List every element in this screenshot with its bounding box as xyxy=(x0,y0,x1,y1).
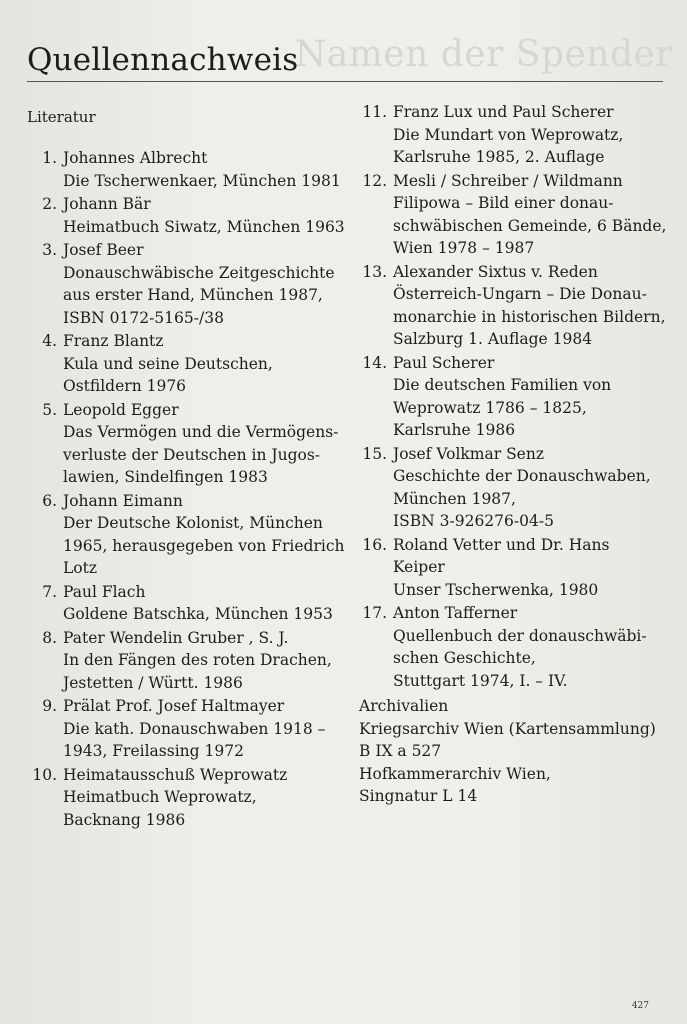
archive-heading: Archivalien xyxy=(359,697,449,715)
reference-entry xyxy=(357,170,669,260)
page-title: Quellennachweis xyxy=(27,42,299,78)
reference-author: Franz Blantz xyxy=(63,332,164,350)
archive-block xyxy=(357,695,669,808)
reference-number: 6. xyxy=(42,491,57,510)
reference-author: Franz Lux und Paul Scherer xyxy=(393,103,614,121)
right-references-list xyxy=(357,101,669,692)
archive-line: Singnatur L 14 xyxy=(359,787,478,805)
reference-text-line: Heimatbuch Weprowatz, xyxy=(63,788,257,806)
reference-number: 4. xyxy=(42,332,57,350)
archive-line: Kriegsarchiv Wien (Kartensammlung) xyxy=(359,719,656,738)
reference-author: Heimatausschuß Weprowatz xyxy=(63,765,288,784)
right-column-references xyxy=(357,101,669,808)
reference-text-line: Donauschwäbische Zeitgeschichte xyxy=(63,263,335,282)
reference-text-line: Geschichte der Donauschwaben, xyxy=(393,467,651,485)
reference-text-line: Die Mundart von Weprowatz, xyxy=(393,125,624,144)
reference-text-line: Das Vermögen und die Vermögens- xyxy=(63,423,339,441)
reference-text-line: Unser Tscherwenka, 1980 xyxy=(393,580,599,599)
reference-text-line: schwäbischen Gemeinde, 6 Bände, xyxy=(393,216,667,235)
reference-text-line: Salzburg 1. Auflage 1984 xyxy=(393,330,593,348)
section-label-literatur: Literatur xyxy=(27,108,96,126)
reference-number: 1. xyxy=(42,149,57,167)
reference-text-line: Österreich-Ungarn – Die Donau- xyxy=(393,285,647,303)
reference-author: Josef Beer xyxy=(63,241,144,259)
reference-entry xyxy=(27,239,335,329)
title-divider xyxy=(27,81,663,82)
reference-text-line: Weprowatz 1786 – 1825, xyxy=(393,398,587,417)
reference-author: Roland Vetter und Dr. Hans xyxy=(393,535,610,554)
reference-text-line: aus erster Hand, München 1987, xyxy=(63,286,323,304)
reference-number: 14. xyxy=(362,353,387,372)
reference-number: 15. xyxy=(362,444,387,463)
reference-entry xyxy=(357,534,669,602)
reference-text-line: Karlsruhe 1985, 2. Auflage xyxy=(393,148,605,166)
reference-number: 8. xyxy=(42,628,57,647)
reference-entry xyxy=(27,490,345,580)
reference-entry xyxy=(27,330,327,398)
reference-text-line: 1965, herausgegeben von Friedrich xyxy=(63,536,345,555)
reference-number: 5. xyxy=(42,400,57,419)
reference-author: Mesli / Schreiber / Wildmann xyxy=(393,171,623,190)
reference-number: 17. xyxy=(362,604,387,622)
reference-author: Josef Volkmar Senz xyxy=(393,444,545,463)
bleed-through-heading: Namen der Spender xyxy=(294,34,673,75)
reference-text-line: Filipowa – Bild einer donau- xyxy=(393,194,614,212)
reference-text-line: Die Tscherwenkaer, München 1981 xyxy=(63,171,341,190)
reference-text-line: Wien 1978 – 1987 xyxy=(393,239,535,257)
reference-text-line: Jestetten / Württ. 1986 xyxy=(63,673,243,692)
reference-number: 9. xyxy=(42,697,57,715)
page-number: 427 xyxy=(631,1001,649,1011)
reference-text-line: In den Fängen des roten Drachen, xyxy=(63,651,332,669)
reference-author: Paul Flach xyxy=(63,582,146,601)
reference-entry xyxy=(357,602,669,692)
archive-line: Hofkammerarchiv Wien, xyxy=(359,764,551,783)
reference-text-line: Lotz xyxy=(63,559,98,577)
reference-entry xyxy=(27,147,341,192)
reference-entry xyxy=(357,261,669,351)
reference-text-line: Ostfildern 1976 xyxy=(63,377,187,395)
reference-author: Johannes Albrecht xyxy=(63,149,208,167)
reference-number: 7. xyxy=(42,582,57,601)
reference-text-line: Karlsruhe 1986 xyxy=(393,421,516,439)
reference-text-line: Goldene Batschka, München 1953 xyxy=(63,605,333,623)
reference-number: 12. xyxy=(362,171,387,190)
reference-author: Alexander Sixtus v. Reden xyxy=(393,262,598,281)
reference-entry xyxy=(27,695,327,763)
reference-author: Paul Scherer xyxy=(393,353,495,372)
reference-author: Johann Eimann xyxy=(63,491,183,510)
reference-author: Prälat Prof. Josef Haltmayer xyxy=(63,697,285,715)
reference-entry xyxy=(357,101,669,169)
archive-line: B IX a 527 xyxy=(359,742,442,760)
reference-text-line: München 1987, xyxy=(393,489,516,508)
reference-number: 2. xyxy=(42,195,57,213)
reference-entry xyxy=(27,581,333,626)
reference-author: Anton Tafferner xyxy=(393,604,518,622)
reference-entry xyxy=(357,352,669,442)
reference-entry xyxy=(357,443,669,533)
reference-author: Pater Wendelin Gruber , S. J. xyxy=(63,628,289,647)
reference-text-line: Backnang 1986 xyxy=(63,810,186,829)
reference-text-line: 1943, Freilassing 1972 xyxy=(63,742,244,760)
reference-text-line: ISBN 0172-5165-/38 xyxy=(63,308,224,327)
reference-entry xyxy=(27,193,345,238)
reference-author: Leopold Egger xyxy=(63,400,179,419)
reference-number: 3. xyxy=(42,241,57,259)
reference-number: 16. xyxy=(362,535,387,554)
reference-number: 13. xyxy=(362,262,387,281)
reference-text-line: Die deutschen Familien von xyxy=(393,376,612,394)
reference-text-line: ISBN 3-926276-04-5 xyxy=(393,512,554,530)
reference-text-line: verluste der Deutschen in Jugos- xyxy=(63,445,321,464)
reference-entry xyxy=(27,627,332,695)
reference-entry xyxy=(27,399,339,489)
reference-number: 11. xyxy=(362,103,387,121)
reference-author: Johann Bär xyxy=(63,195,151,213)
reference-entry xyxy=(27,764,327,832)
reference-text-line: monarchie in historischen Bildern, xyxy=(393,307,666,326)
reference-text-line: Kula und seine Deutschen, xyxy=(63,354,273,373)
reference-text-line: Heimatbuch Siwatz, München 1963 xyxy=(63,217,345,236)
left-column-references xyxy=(27,147,345,832)
reference-text-line: Quellenbuch der donauschwäbi- xyxy=(393,626,647,645)
reference-text-line: Der Deutsche Kolonist, München xyxy=(63,514,323,532)
reference-text-line: Die kath. Donauschwaben 1918 – xyxy=(63,719,326,738)
reference-text-line: Keiper xyxy=(393,558,445,576)
reference-number: 10. xyxy=(32,765,57,784)
reference-text-line: schen Geschichte, xyxy=(393,649,536,667)
reference-text-line: lawien, Sindelfingen 1983 xyxy=(63,468,268,486)
reference-text-line: Stuttgart 1974, I. – IV. xyxy=(393,671,568,690)
